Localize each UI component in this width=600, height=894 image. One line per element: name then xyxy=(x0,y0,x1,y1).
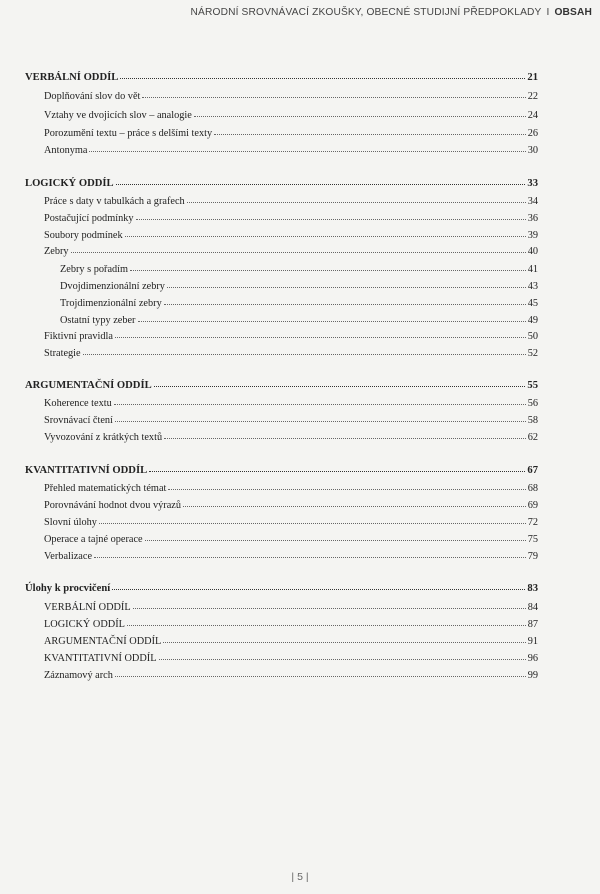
toc-page: 21 xyxy=(527,72,538,83)
toc-page: 40 xyxy=(527,246,538,257)
toc-label: Soubory podmínek xyxy=(44,230,123,241)
toc-label: ARGUMENTAČNÍ ODDÍL xyxy=(25,380,152,391)
toc-entry[interactable] xyxy=(44,667,538,681)
dot-leader xyxy=(145,530,526,541)
dot-leader xyxy=(168,479,525,490)
dot-leader xyxy=(120,68,525,79)
toc-page: 91 xyxy=(527,636,538,647)
toc-label: Porozumění textu – práce s delšími texty xyxy=(44,128,213,139)
toc-label: Porovnávání hodnot dvou výrazů xyxy=(44,500,181,511)
header-title: NÁRODNÍ SROVNÁVACÍ ZKOUŠKY, OBECNÉ STUDIJNÍ PŘEDPOKLADY xyxy=(190,7,542,18)
toc-label: KVANTITATIVNÍ ODDÍL xyxy=(44,653,157,664)
toc-label: LOGICKÝ ODDÍL xyxy=(44,619,125,630)
toc-entry[interactable] xyxy=(44,650,538,664)
dot-leader xyxy=(149,461,525,472)
toc-entry[interactable] xyxy=(44,88,538,102)
toc-label: Koherence textu xyxy=(44,398,112,409)
toc-page: 58 xyxy=(527,415,538,426)
toc-label: Vyvozování z krátkých textů xyxy=(44,432,163,443)
toc-label: LOGICKÝ ODDÍL xyxy=(25,178,114,189)
toc-entry[interactable] xyxy=(44,514,538,528)
toc-entry[interactable] xyxy=(44,243,538,257)
dot-leader xyxy=(142,87,525,98)
dot-leader xyxy=(112,579,525,590)
toc-page: 39 xyxy=(527,230,538,241)
toc-page: 56 xyxy=(527,398,538,409)
dot-leader xyxy=(164,294,526,305)
toc-label: Antonyma xyxy=(44,145,88,156)
dot-leader xyxy=(136,209,526,220)
dot-leader xyxy=(99,513,526,524)
toc-label: Ostatní typy zeber xyxy=(60,315,136,326)
toc-page: 33 xyxy=(527,178,538,189)
toc-entry[interactable] xyxy=(44,210,538,224)
dot-leader xyxy=(187,192,526,203)
toc-page: 72 xyxy=(527,517,538,528)
toc-label: VERBÁLNÍ ODDÍL xyxy=(44,602,131,613)
toc-page: 79 xyxy=(527,551,538,562)
dot-leader xyxy=(94,547,526,558)
toc-label: Trojdimenzionální zebry xyxy=(60,298,162,309)
toc-page: 43 xyxy=(527,281,538,292)
dot-leader xyxy=(83,344,526,355)
toc-entry[interactable] xyxy=(60,278,538,292)
dot-leader xyxy=(114,394,526,405)
toc-entry[interactable] xyxy=(44,497,538,511)
dot-leader xyxy=(71,242,526,253)
toc-entry[interactable] xyxy=(44,480,538,494)
dot-leader xyxy=(116,174,526,185)
toc-page: 49 xyxy=(527,315,538,326)
toc-page: 36 xyxy=(527,213,538,224)
toc-label: Slovní úlohy xyxy=(44,517,97,528)
toc-page: 69 xyxy=(527,500,538,511)
toc-page: 55 xyxy=(527,380,538,391)
toc-page: 50 xyxy=(527,331,538,342)
toc-entry[interactable] xyxy=(44,412,538,426)
toc-section-argumentative[interactable] xyxy=(25,377,538,391)
running-header xyxy=(191,7,592,18)
toc-entry[interactable] xyxy=(44,531,538,545)
toc-section-quantitative[interactable] xyxy=(25,462,538,476)
toc-page: 84 xyxy=(527,602,538,613)
dot-leader xyxy=(159,649,526,660)
toc-entry[interactable] xyxy=(44,142,538,156)
toc-label: Přehled matematických témat xyxy=(44,483,167,494)
toc-page: 30 xyxy=(527,145,538,156)
toc-entry[interactable] xyxy=(44,616,538,630)
dot-leader xyxy=(183,496,526,507)
toc-page: 87 xyxy=(527,619,538,630)
dot-leader xyxy=(163,632,525,643)
toc-label: Záznamový arch xyxy=(44,670,113,681)
toc-label: Srovnávací čtení xyxy=(44,415,113,426)
footer-bar: | xyxy=(291,871,298,883)
toc-entry[interactable] xyxy=(60,312,538,326)
header-separator: I xyxy=(546,7,550,18)
toc-page: 22 xyxy=(527,91,538,102)
toc-page: 52 xyxy=(527,348,538,359)
toc-section-verbal[interactable] xyxy=(25,69,538,83)
toc-entry[interactable] xyxy=(60,295,538,309)
dot-leader xyxy=(115,327,526,338)
page-number: 5 xyxy=(297,871,303,883)
dot-leader xyxy=(164,428,526,439)
toc-page: 45 xyxy=(527,298,538,309)
toc-entry[interactable] xyxy=(44,633,538,647)
toc-label: Zebry xyxy=(44,246,69,257)
dot-leader xyxy=(115,666,526,677)
dot-leader xyxy=(194,106,526,117)
dot-leader xyxy=(125,226,526,237)
toc-label: Postačující podmínky xyxy=(44,213,134,224)
dot-leader xyxy=(130,260,526,271)
toc-page: 67 xyxy=(527,465,538,476)
toc-entry[interactable] xyxy=(60,261,538,275)
toc-page: 24 xyxy=(527,110,538,121)
toc-entry[interactable] xyxy=(44,125,538,139)
toc-label: Verbalizace xyxy=(44,551,93,562)
header-section: OBSAH xyxy=(554,7,592,18)
toc-entry[interactable] xyxy=(44,548,538,562)
toc-entry[interactable] xyxy=(44,328,538,342)
toc-section-logical[interactable] xyxy=(25,175,538,189)
toc-label: VERBÁLNÍ ODDÍL xyxy=(25,72,119,83)
toc-label: Fiktivní pravidla xyxy=(44,331,113,342)
toc-page: 75 xyxy=(527,534,538,545)
toc-label: Doplňování slov do vět xyxy=(44,91,141,102)
page-footer xyxy=(0,871,600,883)
toc-label: Operace a tajné operace xyxy=(44,534,143,545)
toc-label: Úlohy k procvičení xyxy=(25,583,111,594)
toc-entry[interactable] xyxy=(44,193,538,207)
toc-page: 99 xyxy=(527,670,538,681)
dot-leader xyxy=(89,141,525,152)
toc-entry[interactable] xyxy=(44,429,538,443)
toc-entry[interactable] xyxy=(44,599,538,613)
toc-page: 41 xyxy=(527,264,538,275)
toc-label: Strategie xyxy=(44,348,81,359)
dot-leader xyxy=(154,376,526,387)
toc-entry[interactable] xyxy=(44,227,538,241)
dot-leader xyxy=(138,311,526,322)
toc-label: Vztahy ve dvojicích slov – analogie xyxy=(44,110,192,121)
dot-leader xyxy=(214,124,526,135)
toc-section-exercises[interactable] xyxy=(25,580,538,594)
toc-page: 83 xyxy=(527,583,538,594)
toc-entry[interactable] xyxy=(44,395,538,409)
toc-label: KVANTITATIVNÍ ODDÍL xyxy=(25,465,148,476)
toc-page: 34 xyxy=(527,196,538,207)
toc-page: 96 xyxy=(527,653,538,664)
toc-label: Práce s daty v tabulkách a grafech xyxy=(44,196,185,207)
toc-label: Zebry s pořadím xyxy=(60,264,129,275)
toc-label: ARGUMENTAČNÍ ODDÍL xyxy=(44,636,162,647)
dot-leader xyxy=(115,411,526,422)
dot-leader xyxy=(133,598,526,609)
toc-page: 68 xyxy=(527,483,538,494)
toc-page: 62 xyxy=(527,432,538,443)
dot-leader xyxy=(167,277,526,288)
toc-entry[interactable] xyxy=(44,107,538,121)
toc-label: Dvojdimenzionální zebry xyxy=(60,281,165,292)
toc-entry[interactable] xyxy=(44,345,538,359)
dot-leader xyxy=(127,615,526,626)
footer-bar: | xyxy=(302,871,309,883)
toc-page: 26 xyxy=(527,128,538,139)
